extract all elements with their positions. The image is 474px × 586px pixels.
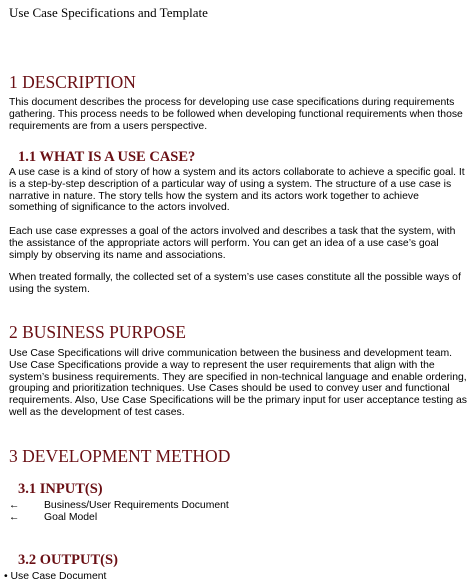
subsection-heading-outputs: 3.2 OUTPUT(S) bbox=[18, 552, 118, 568]
use-case-paragraph-1: A use case is a kind of story of how a system and its actors collaborate to achieve a specific goal. It is a step-by-step description of a particular way of using a system. The structure of a use case is narrative in nature. The story tells how the system and its actors work together to achieve something of significance to the actors involved. bbox=[9, 167, 465, 214]
list-item bbox=[4, 571, 106, 583]
input-item-label: Goal Model bbox=[44, 512, 98, 523]
output-item-label: Use Case Document bbox=[10, 571, 107, 582]
input-item-label: Business/User Requirements Document bbox=[44, 500, 229, 511]
document-header: Use Case Specifications and Template bbox=[9, 5, 208, 20]
section-heading-development-method: 3 DEVELOPMENT METHOD bbox=[9, 446, 231, 466]
bullet-icon: • bbox=[4, 571, 8, 582]
business-purpose-paragraph: Use Case Specifications will drive communication between the business and development team. Use Case Specifications provide a way to represent the user requirements that align with the system’s business requirements. They are specified in non-technical language and enable ordering, grouping and prioritization techniques. Use Cases should be used to convey user and functional requirements. Also, Use Case Specifications will be the primary input for user acceptance testing as well as the development of test cases. bbox=[9, 348, 467, 418]
subsection-heading-what-is-use-case: 1.1 WHAT IS A USE CASE? bbox=[18, 149, 196, 165]
section-heading-description: 1 DESCRIPTION bbox=[9, 72, 136, 92]
section-heading-business-purpose: 2 BUSINESS PURPOSE bbox=[9, 322, 186, 342]
subsection-heading-inputs: 3.1 INPUT(S) bbox=[18, 481, 103, 497]
arrow-left-icon: ← bbox=[9, 512, 20, 523]
use-case-paragraph-3: When treated formally, the collected set of a system’s use cases constitute all the possible ways of using the system. bbox=[9, 272, 461, 295]
arrow-left-icon: ← bbox=[9, 500, 20, 511]
description-paragraph: This document describes the process for developing use case specifications during requirements gathering. This process needs to be followed when developing functional requirements when those requirements are from a users perspective. bbox=[9, 97, 463, 132]
use-case-paragraph-2: Each use case expresses a goal of the actors involved and describes a task that the system, with the assistance of the appropriate actors will perform. You can get an idea of a use case’s goal simply by observing its name and associations. bbox=[9, 226, 456, 261]
